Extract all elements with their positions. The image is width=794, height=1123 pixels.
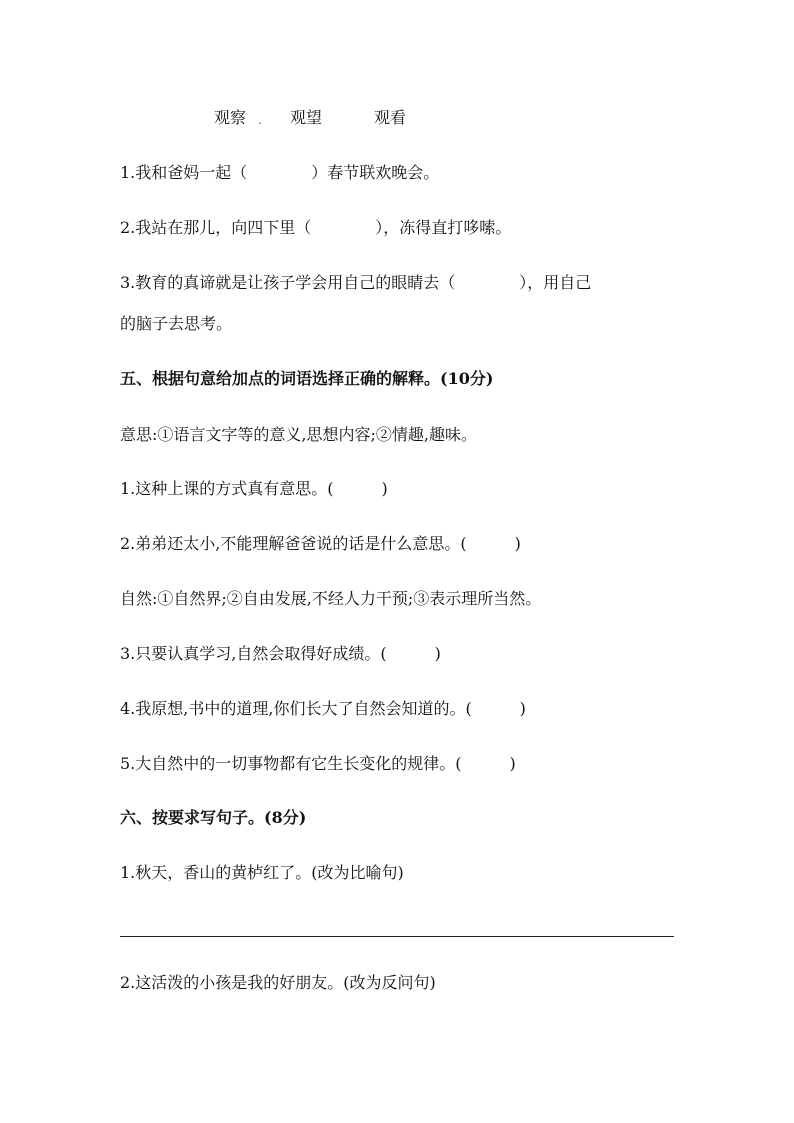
question-item: 2.这活泼的小孩是我的好朋友。(改为反问句) [120,973,436,992]
section-title: 五、根据句意给加点的词语选择正确的解释。(10分) [120,369,494,388]
question-item: 1.我和爸妈一起（ ）春节联欢晚会。 [120,163,440,182]
word-bank-mark: . [258,113,262,127]
word-bank-item: 观看 [374,108,407,127]
section-title: 六、按要求写句子。(8分) [120,808,307,827]
question-item: 3.教育的真谛就是让孩子学会用自己的眼睛去（ ），用自己 [120,273,592,292]
answer-line[interactable] [120,936,674,937]
definition: 意思:①语言文字等的意义,思想内容;②情趣,趣味。 [120,425,477,444]
question-item: 1.这种上课的方式真有意思。( ) [120,479,388,498]
question-item: 2.我站在那儿，向四下里（ ），冻得直打哆嗦。 [120,218,512,237]
word-bank-item: 观察 [214,108,247,127]
question-item: 3.只要认真学习,自然会取得好成绩。( ) [120,644,441,663]
question-item: 2.弟弟还太小,不能理解爸爸说的话是什么意思。( ) [120,534,521,553]
question-item: 4.我原想,书中的道理,你们长大了自然会知道的。( ) [120,699,526,718]
question-item: 5.大自然中的一切事物都有它生长变化的规律。( ) [120,754,516,773]
word-bank-item: 观望 [290,108,323,127]
question-item-continuation: 的脑子去思考。 [120,314,233,333]
definition: 自然:①自然界;②自由发展,不经人力干预;③表示理所当然。 [120,589,542,608]
question-item: 1.秋天，香山的黄栌红了。(改为比喻句) [120,863,404,882]
